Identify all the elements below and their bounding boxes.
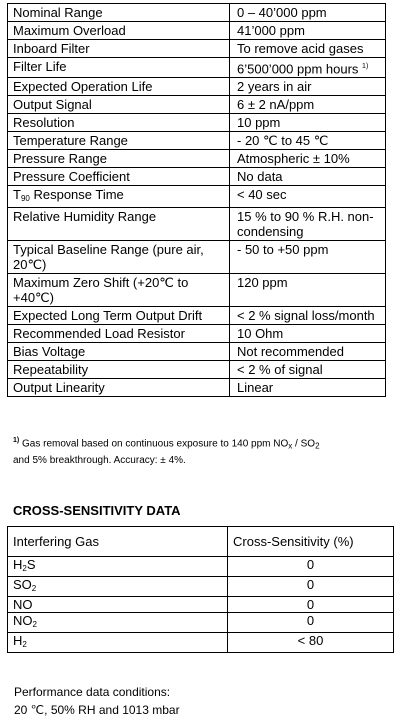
spec-value: [230, 186, 386, 208]
spec-value-text: 6 ± 2 nA/ppm: [237, 97, 315, 113]
spec-row: [8, 40, 386, 58]
spec-label: Temperature Range: [8, 132, 230, 150]
gas-main: H: [13, 633, 23, 648]
spec-value-text: < 2 % of signal: [237, 362, 323, 378]
performance-line-1: Performance data conditions:: [14, 685, 171, 699]
spec-row: [8, 22, 386, 40]
spec-row: [8, 114, 386, 132]
spec-row: [8, 379, 386, 397]
spec-row: [8, 208, 386, 241]
gas-main: H: [13, 557, 23, 572]
spec-value: [230, 4, 386, 22]
footnote-text-b: / SO: [292, 438, 316, 450]
spec-label: Pressure Coefficient: [8, 168, 230, 186]
spec-value: [230, 150, 386, 168]
performance-conditions: [14, 683, 180, 719]
spec-value-text: 0 – 40’000 ppm: [237, 5, 327, 20]
spec-row: [8, 150, 386, 168]
spec-label: Inboard Filter: [8, 40, 230, 58]
spec-label: Maximum Zero Shift (+20℃ to +40℃): [8, 274, 230, 307]
spec-value: [230, 114, 386, 132]
spec-value-text: < 40 sec: [237, 187, 287, 203]
spec-value-text: Linear: [237, 380, 274, 396]
spec-row: [8, 78, 386, 96]
footnote-text-c: and 5% breakthrough. Accuracy: ± 4%.: [13, 455, 186, 467]
spec-label-rest: Response Time: [29, 187, 124, 203]
spec-value: [230, 325, 386, 343]
spec-value: [230, 274, 386, 307]
footnote-sub-b: 2: [315, 441, 320, 451]
spec-value-text: < 2 % signal loss/month: [237, 308, 375, 324]
spec-label-sub: 90: [20, 194, 30, 204]
spec-value: [230, 78, 386, 96]
cross-row: [8, 613, 394, 633]
spec-value-text: 10 Ohm: [237, 326, 284, 342]
cross-row: [8, 633, 394, 653]
gas-sub: 2: [22, 564, 27, 573]
cross-value: 0: [228, 577, 394, 597]
cross-value: < 80: [228, 633, 394, 653]
gas-main: SO: [13, 577, 32, 592]
spec-row: [8, 274, 386, 307]
gas-main: NO: [13, 597, 33, 612]
spec-value: [230, 40, 386, 58]
cross-header-row: [8, 527, 394, 557]
spec-value-text: 15 % to 90 % R.H. non-condensing: [237, 209, 374, 240]
spec-row: [8, 325, 386, 343]
spec-value-text: No data: [237, 169, 283, 185]
spec-label: Recommended Load Resistor: [8, 325, 230, 343]
spec-value-text: - 20 ℃ to 45 ℃: [237, 133, 329, 149]
spec-value-text: Atmospheric ± 10%: [237, 151, 350, 167]
cross-gas: [8, 597, 228, 613]
spec-value-text: 10 ppm: [237, 115, 281, 131]
spec-row: [8, 132, 386, 150]
spec-value-text: 41’000 ppm: [237, 23, 305, 38]
spec-label: Pressure Range: [8, 150, 230, 168]
footnote: [13, 433, 398, 468]
spec-value-note: 1): [362, 63, 369, 70]
spec-value: [230, 208, 386, 241]
spec-value-text: 120 ppm: [237, 275, 288, 291]
gas-main: NO: [13, 613, 33, 628]
spec-value: [230, 132, 386, 150]
header-cross-sensitivity: Cross-Sensitivity (%): [228, 527, 394, 557]
spec-value-text: 2 years in air: [237, 79, 312, 95]
spec-row: [8, 58, 386, 78]
spec-label: Maximum Overload: [8, 22, 230, 40]
cross-row: [8, 577, 394, 597]
spec-label: Output Signal: [8, 96, 230, 114]
header-interfering-gas: Interfering Gas: [8, 527, 228, 557]
spec-label: [8, 186, 230, 208]
cross-gas: [8, 577, 228, 597]
spec-value-text: - 50 to +50 ppm: [237, 242, 329, 258]
spec-label: Bias Voltage: [8, 343, 230, 361]
spec-label: Expected Operation Life: [8, 78, 230, 96]
spec-label: Relative Humidity Range: [8, 208, 230, 241]
spec-row: [8, 241, 386, 274]
spec-value: [230, 168, 386, 186]
spec-value: [230, 307, 386, 325]
spec-value: [230, 58, 386, 78]
gas-sub: 2: [22, 640, 27, 649]
spec-label-main: T: [13, 187, 21, 203]
footnote-sub-a: x: [288, 441, 293, 451]
cross-gas: [8, 633, 228, 653]
gas-sub: 2: [31, 584, 37, 593]
spec-row: [8, 186, 386, 208]
spec-value: [230, 361, 386, 379]
spec-label: Filter Life: [8, 58, 230, 78]
spec-value: [230, 379, 386, 397]
spec-label: Typical Baseline Range (pure air, 20℃): [8, 241, 230, 274]
specifications-table: [7, 3, 386, 397]
spec-label: Expected Long Term Output Drift: [8, 307, 230, 325]
spec-value-text: Not recommended: [237, 344, 344, 360]
cross-value: 0: [228, 597, 394, 613]
spec-label: Repeatability: [8, 361, 230, 379]
cross-value: 0: [228, 613, 394, 633]
footnote-text-a: Gas removal based on continuous exposure to 140 ppm NO: [19, 438, 289, 450]
footnote-marker: 1): [13, 437, 20, 444]
spec-value-text: To remove acid gases: [237, 41, 364, 56]
cross-gas: [8, 613, 228, 633]
spec-label: Output Linearity: [8, 379, 230, 397]
spec-row: [8, 168, 386, 186]
cross-row: [8, 557, 394, 577]
performance-line-2: 20 ℃, 50% RH and 1013 mbar: [14, 703, 180, 717]
spec-value: [230, 241, 386, 274]
spec-row: [8, 361, 386, 379]
gas-rest: S: [26, 557, 36, 572]
spec-label: Nominal Range: [8, 4, 230, 22]
spec-value: [230, 96, 386, 114]
cross-sensitivity-table: [7, 526, 394, 653]
spec-row: [8, 4, 386, 22]
cross-value: 0: [228, 557, 394, 577]
spec-row: [8, 343, 386, 361]
spec-value-text: 6’500’000 ppm hours: [237, 61, 359, 77]
spec-row: [8, 96, 386, 114]
gas-sub: 2: [32, 620, 37, 629]
spec-row: [8, 307, 386, 325]
spec-value: [230, 343, 386, 361]
cross-gas: [8, 557, 228, 577]
cross-row: [8, 597, 394, 613]
spec-label: Resolution: [8, 114, 230, 132]
spec-value: [230, 22, 386, 40]
cross-sensitivity-title: CROSS-SENSITIVITY DATA: [13, 503, 181, 518]
